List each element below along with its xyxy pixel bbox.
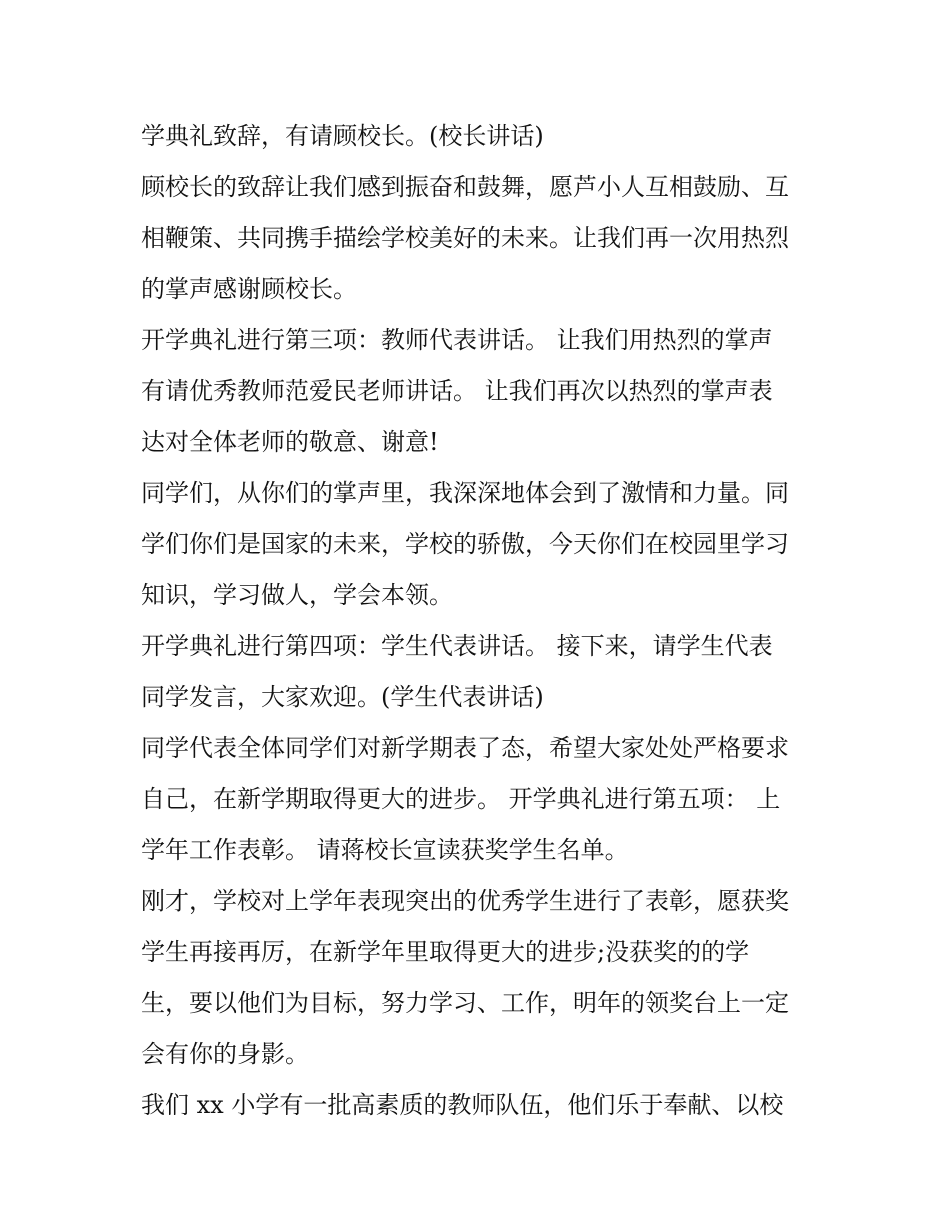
text-line: 学典礼致辞，有请顾校长。(校长讲话) (141, 122, 544, 150)
text-line: 同学代表全体同学们对新学期表了态，希望大家处处严格要求 (141, 734, 789, 762)
text-line: 刚才，学校对上学年表现突出的优秀学生进行了表彰，愿获奖 (141, 887, 789, 915)
body-text (141, 111, 821, 1131)
text-line: 学年工作表彰。 请蒋校长宣读获奖学生名单。 (141, 836, 629, 864)
text-line: 自己，在新学期取得更大的进步。 开学典礼进行第五项： 上 (141, 785, 781, 813)
text-line: 达对全体老师的敬意、谢意! (141, 428, 439, 456)
text-line: 我们 xx 小学有一批高素质的教师队伍，他们乐于奉献、以校 (141, 1091, 784, 1119)
text-line: 学生再接再厉，在新学年里取得更大的进步;没获奖的的学 (141, 938, 750, 966)
text-line: 开学典礼进行第四项：学生代表讲话。 接下来，请学生代表 (141, 632, 773, 660)
text-line: 有请优秀教师范爱民老师讲话。 让我们再次以热烈的掌声表 (141, 377, 773, 405)
text-line: 顾校长的致辞让我们感到振奋和鼓舞，愿芦小人互相鼓励、互 (141, 173, 789, 201)
text-line: 生，要以他们为目标，努力学习、工作，明年的领奖台上一定 (141, 989, 789, 1017)
text-line: 同学们，从你们的掌声里，我深深地体会到了激情和力量。同 (141, 479, 789, 507)
text-line: 开学典礼进行第三项：教师代表讲话。 让我们用热烈的掌声 (141, 326, 773, 354)
text-line: 相鞭策、共同携手描绘学校美好的未来。让我们再一次用热烈 (141, 224, 789, 252)
text-line: 的掌声感谢顾校长。 (141, 275, 357, 303)
text-line: 知识，学习做人，学会本领。 (141, 581, 453, 609)
text-line: 学们你们是国家的未来，学校的骄傲，今天你们在校园里学习 (141, 530, 789, 558)
text-line: 会有你的身影。 (141, 1040, 309, 1068)
text-line: 同学发言，大家欢迎。(学生代表讲话) (141, 683, 544, 711)
